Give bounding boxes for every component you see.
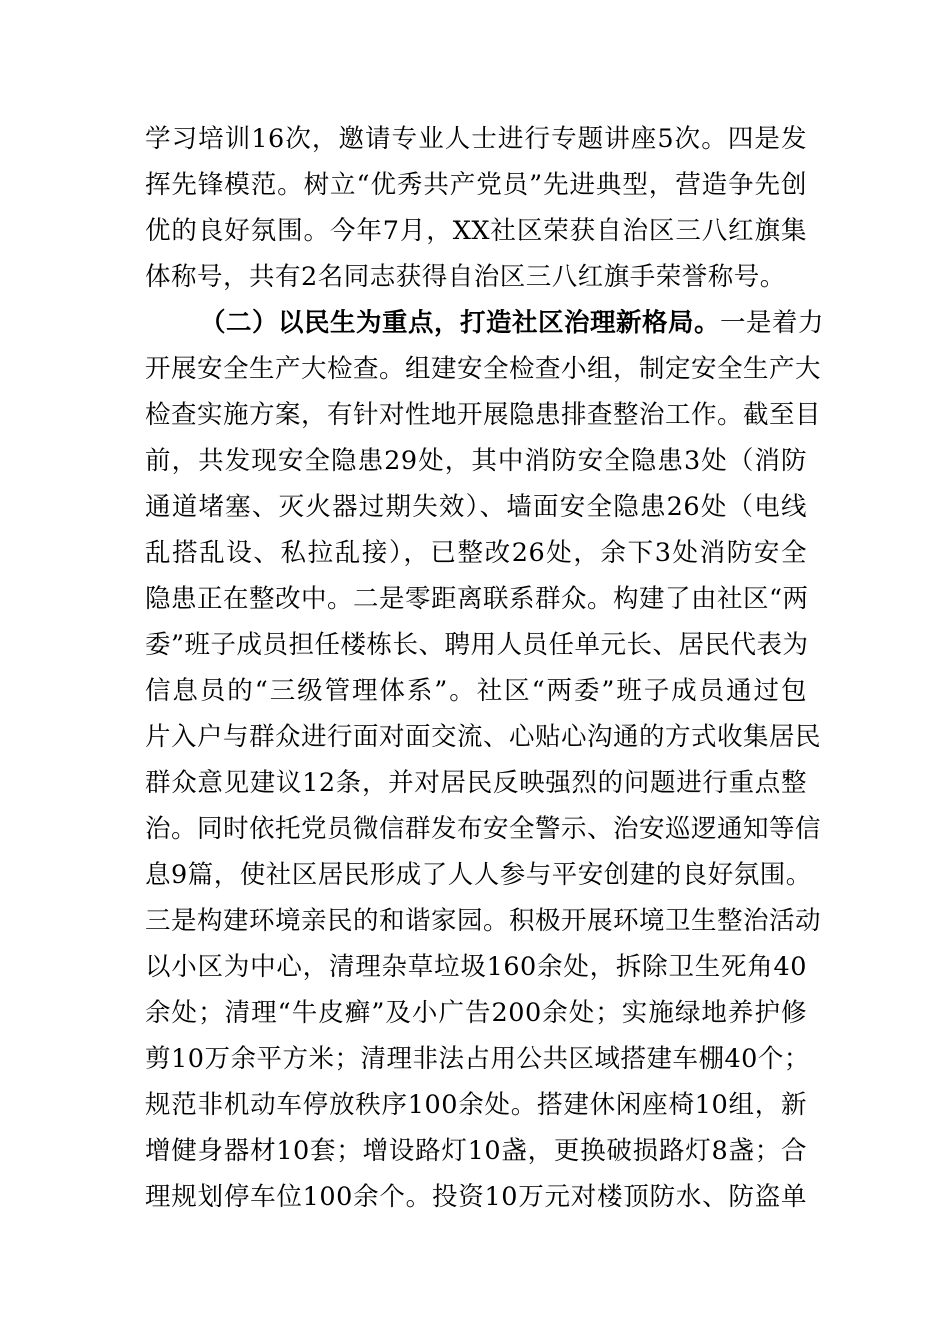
text-line: 规范非机动车停放秩序100余处。搭建休闲座椅10组，新 [145,1090,807,1120]
section-heading-line [145,300,825,346]
text-line: 理规划停车位100余个。投资10万元对楼顶防水、防盗单 [145,1182,807,1212]
text-line: 息9篇，使社区居民形成了人人参与平安创建的良好氛围。 [145,860,812,890]
body-text [145,116,825,1220]
text-line: 通道堵塞、灭火器过期失效）、墙面安全隐患26处（电线 [145,492,807,522]
text-line: 挥先锋模范。树立“优秀共产党员”先进典型，营造争先创 [145,170,807,200]
text-line: 余处；清理“牛皮癣”及小广告200余处；实施绿地养护修 [145,998,807,1028]
text-line: 以小区为中心，清理杂草垃圾160余处，拆除卫生死角40 [145,952,807,982]
text-line: 优的良好氛围。今年7月，XX社区荣获自治区三八红旗集 [145,216,807,246]
text-line: 增健身器材10套；增设路灯10盏，更换破损路灯8盏；合 [145,1136,807,1166]
text-line: 开展安全生产大检查。组建安全检查小组，制定安全生产大 [145,354,822,384]
text-line: 片入户与群众进行面对面交流、心贴心沟通的方式收集居民 [145,722,822,752]
text-line: 剪10万余平方米；清理非法占用公共区域搭建车棚40个； [145,1044,810,1074]
text-line: 检查实施方案，有针对性地开展隐患排查整治工作。截至目 [145,400,822,430]
text-line: 隐患正在整改中。二是零距离联系群众。构建了由社区“两 [145,584,809,614]
text-line: 信息员的“三级管理体系”。社区“两委”班子成员通过包 [145,676,807,706]
text-line: 前，共发现安全隐患29处，其中消防安全隐患3处（消防 [145,446,807,476]
text-line: 治。同时依托党员微信群发布安全警示、治安巡逻通知等信 [145,814,822,844]
text-line: 乱搭乱设、私拉乱接），已整改26处，余下3处消防安全 [145,538,807,568]
text-line: 委”班子成员担任楼栋长、聘用人员任单元长、居民代表为 [145,630,809,660]
text-line: 群众意见建议12条，并对居民反映强烈的问题进行重点整 [145,768,807,798]
text-line: 体称号，共有2名同志获得自治区三八红旗手荣誉称号。 [145,262,786,292]
text-line: 学习培训16次，邀请专业人士进行专题讲座5次。四是发 [145,124,807,154]
section-heading: （二）以民生为重点，打造社区治理新格局。 [200,308,721,338]
text-line: 三是构建环境亲民的和谐家园。积极开展环境卫生整治活动 [145,906,822,936]
section-heading-tail: 一是着力 [720,308,825,338]
